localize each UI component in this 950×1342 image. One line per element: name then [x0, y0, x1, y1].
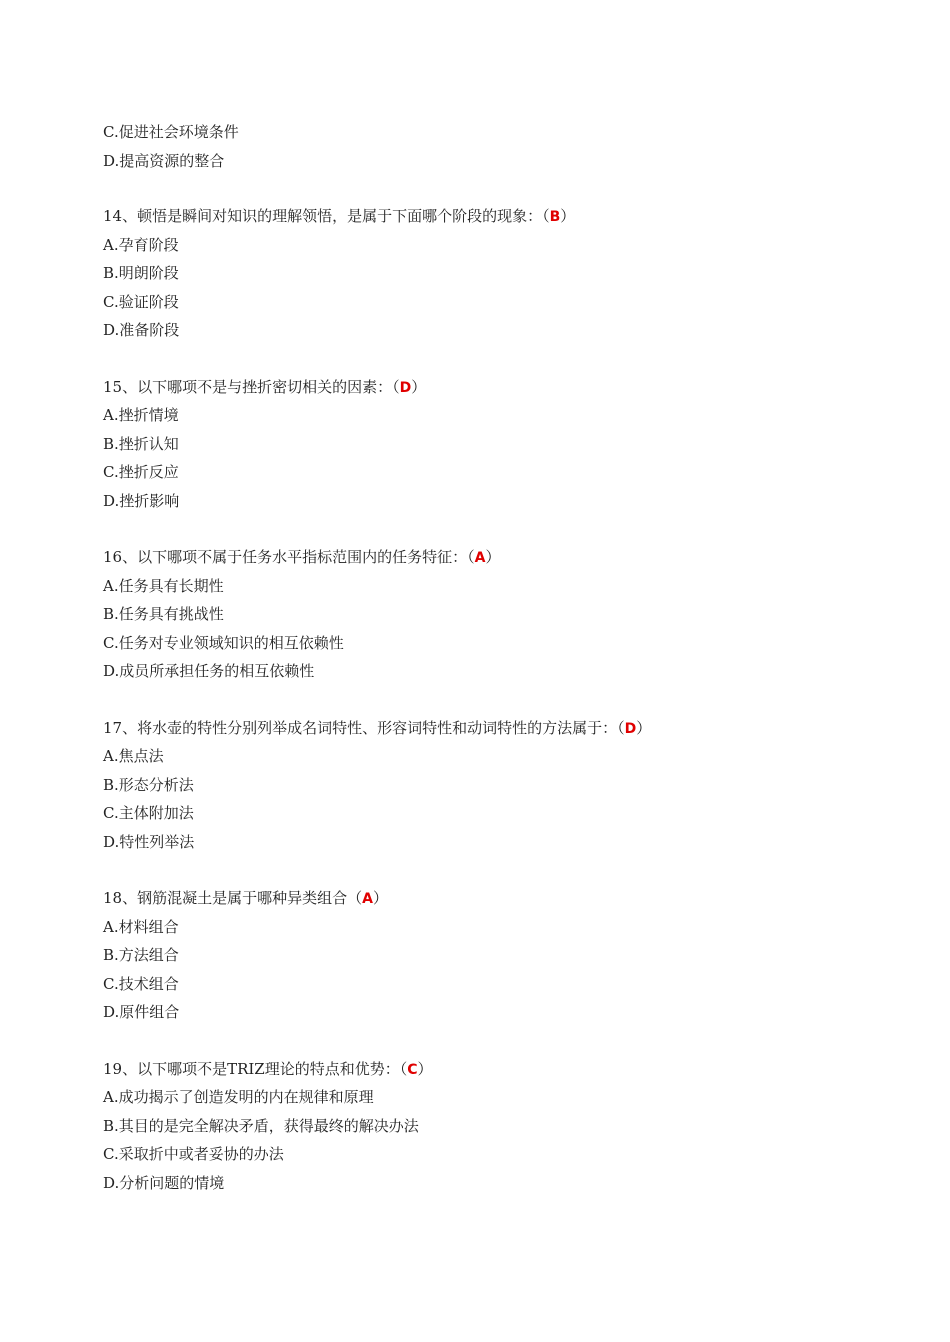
question-19 [103, 1055, 863, 1198]
option-c: C.技术组合 [103, 974, 179, 993]
question-close: ） [411, 377, 427, 396]
option-c: C.任务对专业领域知识的相互依赖性 [103, 633, 344, 652]
option-a: A.材料组合 [103, 917, 179, 936]
question-stem [103, 714, 863, 743]
question-18 [103, 884, 863, 1027]
option-a: A.焦点法 [103, 747, 164, 765]
option-a: A.挫折情境 [103, 406, 179, 424]
answer-key: D [624, 720, 637, 737]
question-text: 15、以下哪项不是与挫折密切相关的因素：（ [103, 377, 400, 396]
option-d: D.特性列举法 [103, 832, 195, 851]
question-close: ） [372, 889, 388, 907]
question-close: ） [485, 548, 501, 566]
question-text: 18、钢筋混凝土是属于哪种异类组合（ [103, 889, 363, 907]
question-close: ） [560, 207, 576, 225]
option-a: A.成功揭示了创造发明的内在规律和原理 [103, 1088, 374, 1106]
question-stem [103, 373, 863, 402]
option-c: C.促进社会环境条件 [103, 123, 239, 141]
option-d: D.挫折影响 [103, 491, 180, 510]
document-page [103, 118, 863, 1225]
question-stem [103, 884, 863, 913]
answer-key: C [407, 1061, 418, 1078]
question-stem [103, 543, 863, 572]
option-b: B.方法组合 [103, 946, 179, 964]
option-a: A.任务具有长期性 [103, 576, 224, 595]
question-text: 17、将水壶的特性分别列举成名词特性、形容词特性和动词特性的方法属于：（ [103, 718, 625, 737]
question-close: ） [417, 1059, 433, 1078]
option-d: D.提高资源的整合 [103, 151, 225, 170]
previous-question-tail [103, 118, 863, 175]
question-17 [103, 714, 863, 857]
question-16 [103, 543, 863, 686]
option-d: D.成员所承担任务的相互依赖性 [103, 662, 315, 680]
option-b: B.挫折认知 [103, 434, 179, 453]
question-15 [103, 373, 863, 516]
question-stem [103, 202, 863, 231]
question-text: 19、以下哪项不是TRIZ理论的特点和优势：（ [103, 1059, 408, 1078]
question-text: 14、顿悟是瞬间对知识的理解领悟，是属于下面哪个阶段的现象：（ [103, 207, 550, 225]
option-b: B.形态分析法 [103, 775, 194, 794]
question-14 [103, 202, 863, 345]
option-c: C.主体附加法 [103, 804, 194, 822]
question-stem [103, 1055, 863, 1084]
option-d: D.准备阶段 [103, 321, 180, 339]
option-b: B.明朗阶段 [103, 264, 179, 282]
option-c: C.挫折反应 [103, 463, 179, 481]
answer-key: A [474, 550, 486, 566]
answer-key: B [549, 209, 561, 225]
question-close: ） [636, 718, 652, 737]
option-b: B.其目的是完全解决矛盾，获得最终的解决办法 [103, 1116, 419, 1135]
option-d: D.原件组合 [103, 1003, 180, 1021]
question-text: 16、以下哪项不属于任务水平指标范围内的任务特征：（ [103, 548, 475, 566]
option-c: C.采取折中或者妥协的办法 [103, 1145, 284, 1163]
option-d: D.分析问题的情境 [103, 1173, 225, 1192]
option-b: B.任务具有挑战性 [103, 605, 224, 623]
answer-key: A [362, 891, 373, 907]
answer-key: D [399, 379, 412, 396]
option-c: C.验证阶段 [103, 292, 179, 311]
option-a: A.孕育阶段 [103, 235, 179, 254]
